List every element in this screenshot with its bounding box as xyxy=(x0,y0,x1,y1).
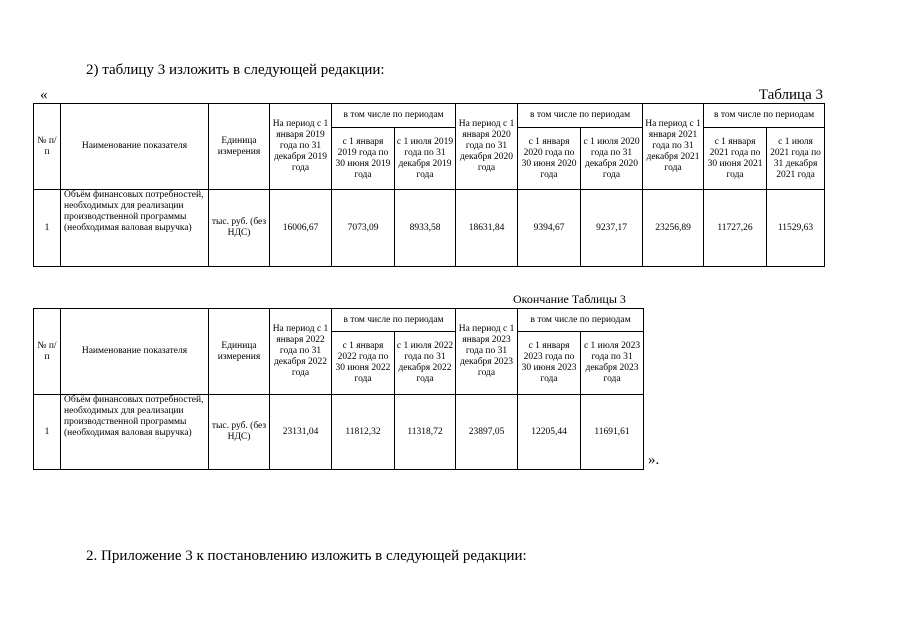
row-value: 11691,61 xyxy=(581,395,644,470)
header-half1: с 1 января 2020 года по 30 июня 2020 года xyxy=(518,128,581,190)
header-unit: Единица измерения xyxy=(209,309,270,395)
intro-text: 2) таблицу 3 изложить в следующей редакции: xyxy=(86,62,385,78)
header-incl: в том числе по периодам xyxy=(518,104,643,128)
header-unit: Единица измерения xyxy=(209,104,270,190)
header-half2: с 1 июля 2021 года по 31 декабря 2021 года xyxy=(767,128,825,190)
row-value: 8933,58 xyxy=(395,190,456,267)
table-2 xyxy=(33,308,644,470)
row-value: 11318,72 xyxy=(395,395,456,470)
row-value: 9394,67 xyxy=(518,190,581,267)
header-num: № п/п xyxy=(34,104,61,190)
header-name: Наименование показателя xyxy=(61,309,209,395)
row-value: 11812,32 xyxy=(332,395,395,470)
row-value: 7073,09 xyxy=(332,190,395,267)
row-value: 12205,44 xyxy=(518,395,581,470)
header-half1: с 1 января 2022 года по 30 июня 2022 года xyxy=(332,332,395,395)
row-unit: тыс. руб. (без НДС) xyxy=(209,395,270,470)
header-period-total: На период с 1 января 2022 года по 31 декабря 2022 года xyxy=(270,309,332,395)
row-value: 23256,89 xyxy=(643,190,704,267)
header-half2: с 1 июля 2023 года по 31 декабря 2023 года xyxy=(581,332,644,395)
header-period-total: На период с 1 января 2023 года по 31 декабря 2023 года xyxy=(456,309,518,395)
header-incl: в том числе по периодам xyxy=(518,309,644,332)
header-period-total: На период с 1 января 2020 года по 31 декабря 2020 года xyxy=(456,104,518,190)
header-half1: с 1 января 2019 года по 30 июня 2019 года xyxy=(332,128,395,190)
header-incl: в том числе по периодам xyxy=(704,104,825,128)
row-value: 9237,17 xyxy=(581,190,643,267)
row-num: 1 xyxy=(34,190,61,267)
header-name: Наименование показателя xyxy=(61,104,209,190)
header-incl: в том числе по периодам xyxy=(332,309,456,332)
table-1 xyxy=(33,103,825,267)
table1-caption: Таблица 3 xyxy=(758,87,823,103)
header-half2: с 1 июля 2020 года по 31 декабря 2020 года xyxy=(581,128,643,190)
header-half2: с 1 июля 2022 года по 31 декабря 2022 года xyxy=(395,332,456,395)
header-half2: с 1 июля 2019 года по 31 декабря 2019 года xyxy=(395,128,456,190)
header-half1: с 1 января 2023 года по 30 июня 2023 года xyxy=(518,332,581,395)
table-row xyxy=(34,395,644,470)
row-value: 18631,84 xyxy=(456,190,518,267)
header-half1: с 1 января 2021 года по 30 июня 2021 года xyxy=(704,128,767,190)
row-name: Объём финансовых потребностей, необходимых для реализации производственной программы (необходимая валовая выручка) xyxy=(61,190,209,267)
row-value: 23897,05 xyxy=(456,395,518,470)
row-value: 11727,26 xyxy=(704,190,767,267)
header-num: № п/п xyxy=(34,309,61,395)
header-period-total: На период с 1 января 2021 года по 31 декабря 2021 года xyxy=(643,104,704,190)
header-period-total: На период с 1 января 2019 года по 31 декабря 2019 года xyxy=(270,104,332,190)
row-value: 16006,67 xyxy=(270,190,332,267)
footer-text: 2. Приложение 3 к постановлению изложить в следующей редакции: xyxy=(86,548,527,564)
row-name: Объём финансовых потребностей, необходимых для реализации производственной программы (необходимая валовая выручка) xyxy=(61,395,209,470)
table-row xyxy=(34,190,825,267)
row-num: 1 xyxy=(34,395,61,470)
header-incl: в том числе по периодам xyxy=(332,104,456,128)
close-quote: ». xyxy=(648,452,660,468)
row-value: 23131,04 xyxy=(270,395,332,470)
row-value: 11529,63 xyxy=(767,190,825,267)
open-quote: « xyxy=(40,87,48,103)
row-unit: тыс. руб. (без НДС) xyxy=(209,190,270,267)
table2-caption: Окончание Таблицы 3 xyxy=(513,292,626,306)
